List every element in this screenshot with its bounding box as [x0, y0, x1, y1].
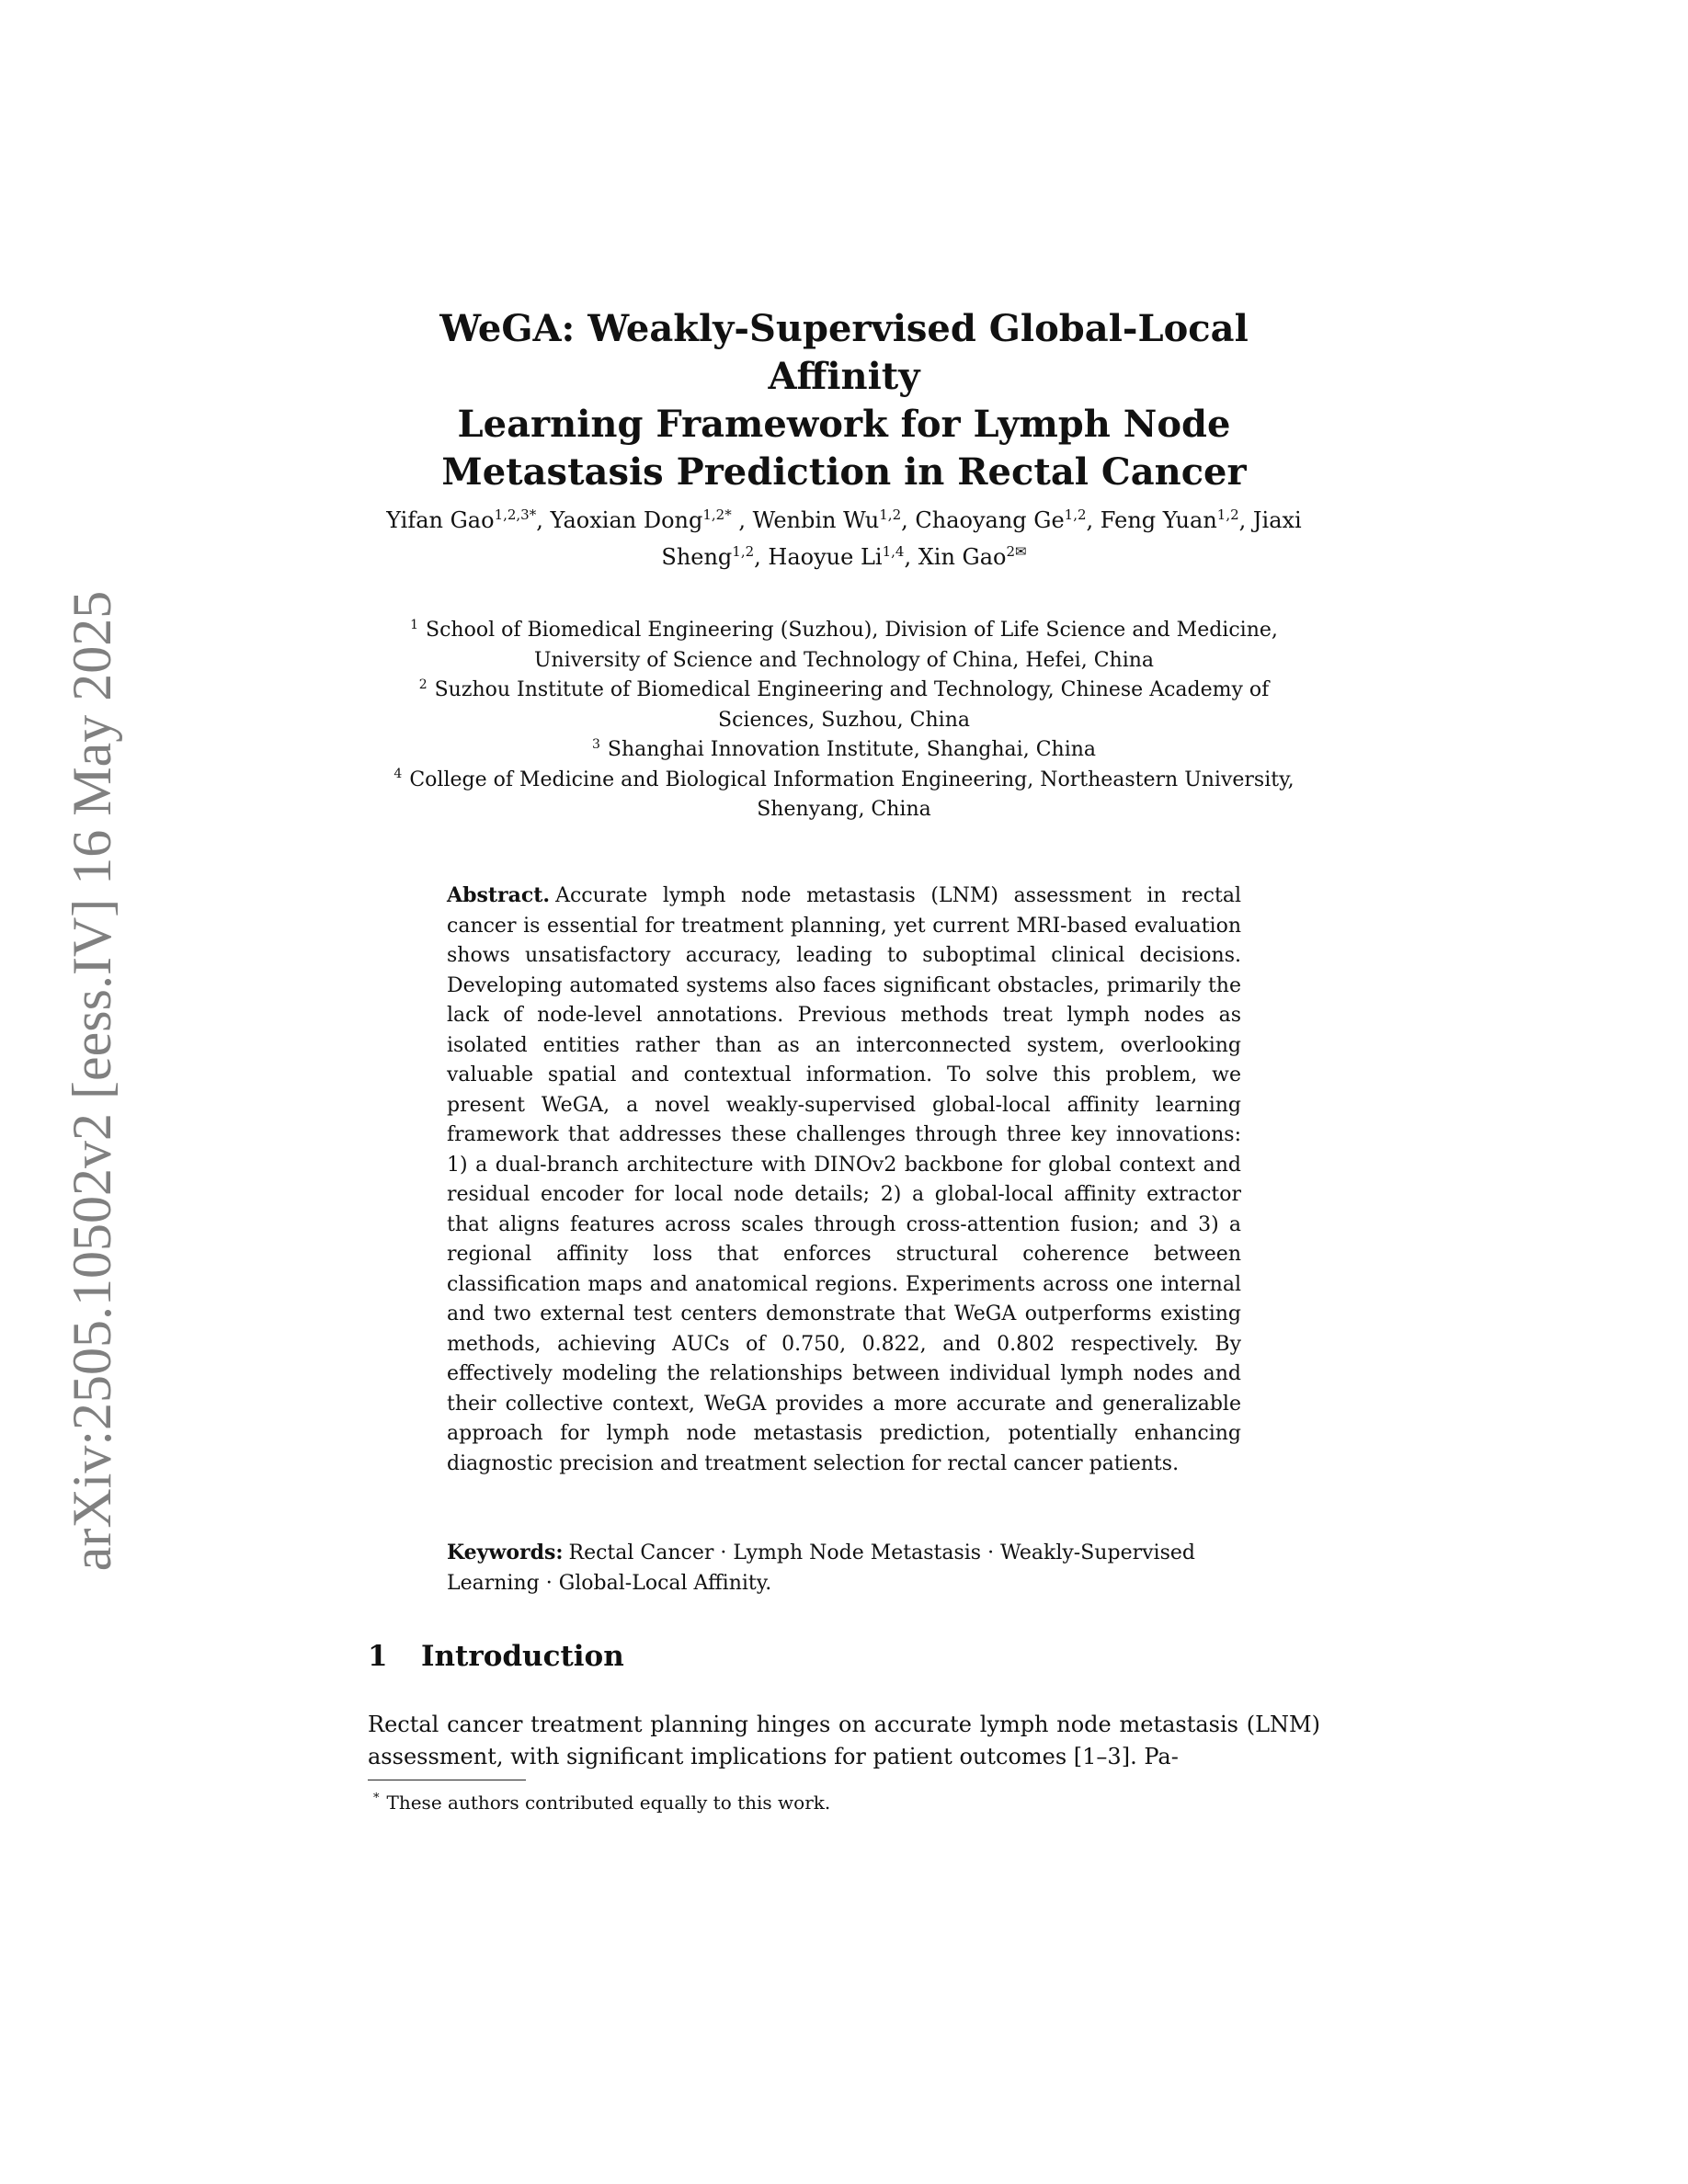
keywords-text: Rectal Cancer · Lymph Node Metastasis · Weakly-Supervised Learning · Global-Local Affinity.	[447, 1541, 1195, 1595]
section-number: 1	[368, 1640, 388, 1673]
author-affiliation-mark: 1,4	[882, 543, 905, 560]
author-affiliation-mark: 1,2,3*	[494, 506, 537, 523]
author-affiliation-mark: 1,2*	[702, 506, 732, 523]
author-name: Yaoxian Dong	[550, 507, 703, 533]
section-title: Introduction	[421, 1640, 624, 1673]
author-name: Yifan Gao	[386, 507, 495, 533]
affiliation	[368, 766, 1320, 825]
affiliation-text: College of Medicine and Biological Information Engineering, Northeastern University, Shenyang, China	[409, 768, 1295, 821]
author	[1101, 507, 1253, 533]
affiliation	[368, 676, 1320, 735]
arxiv-identifier-stamp: arXiv:2505.10502v2 [eess.IV] 16 May 2025	[62, 590, 122, 1572]
title-line-1: WeGA: Weakly-Supervised Global-Local Affinity	[439, 307, 1249, 398]
author	[386, 507, 550, 533]
author-separator: ,	[1086, 507, 1101, 533]
abstract-label: Abstract.	[447, 883, 551, 907]
author-name: Jiaxi Sheng	[661, 507, 1302, 570]
affiliation-number: 1	[410, 617, 419, 632]
footnote-text: These authors contributed equally to this work.	[386, 1792, 831, 1814]
author	[915, 507, 1100, 533]
paper-title	[368, 305, 1320, 496]
author-separator: ,	[904, 544, 918, 570]
affiliation-number: 4	[393, 767, 403, 782]
author-affiliation-mark: 2✉	[1006, 543, 1027, 560]
author-affiliation-mark: 1,2	[732, 543, 755, 560]
author-separator: ,	[1238, 507, 1253, 533]
author-name: Haoyue Li	[768, 544, 883, 570]
author	[753, 507, 916, 533]
keywords	[447, 1538, 1241, 1598]
keywords-label: Keywords:	[447, 1541, 564, 1564]
introduction-paragraph: Rectal cancer treatment planning hinges on accurate lymph node metastasis (LNM) assessment, with significant implications for patient outcomes [1–3]. Pa-	[368, 1712, 1320, 1769]
affiliation-list	[368, 616, 1320, 825]
author-separator: ,	[901, 507, 916, 533]
author-name: Chaoyang Ge	[915, 507, 1065, 533]
author-affiliation-mark: 1,2	[1064, 506, 1087, 523]
footnote-mark: *	[373, 1792, 380, 1806]
author-affiliation-mark: 1,2	[1216, 506, 1239, 523]
title-line-3: Metastasis Prediction in Rectal Cancer	[441, 450, 1247, 494]
title-line-2: Learning Framework for Lymph Node	[457, 403, 1231, 446]
author	[551, 507, 753, 533]
author-separator: ,	[754, 544, 769, 570]
author	[918, 544, 1027, 570]
author-name: Wenbin Wu	[752, 507, 880, 533]
author-name: Feng Yuan	[1100, 507, 1217, 533]
affiliation-text: School of Biomedical Engineering (Suzhou), Division of Life Science and Medicine, University of Science and Technology of China, Hefei, China	[426, 619, 1278, 672]
affiliation-number: 3	[591, 736, 600, 752]
affiliation-number: 2	[418, 677, 428, 692]
author-affiliation-mark: 1,2	[879, 506, 902, 523]
section-heading-introduction	[368, 1636, 1320, 1677]
affiliation	[368, 616, 1320, 676]
author-name: Xin Gao	[918, 544, 1007, 570]
author-list	[368, 502, 1320, 575]
abstract	[447, 881, 1241, 1479]
footnote	[368, 1789, 1320, 1816]
author-separator: ,	[731, 507, 753, 533]
affiliation-text: Suzhou Institute of Biomedical Engineering and Technology, Chinese Academy of Sciences, Suzhou, China	[434, 678, 1270, 732]
author	[768, 544, 918, 570]
affiliation	[368, 735, 1320, 766]
affiliation-text: Shanghai Innovation Institute, Shanghai, China	[607, 738, 1097, 761]
author-separator: ,	[536, 507, 551, 533]
abstract-text: Accurate lymph node metastasis (LNM) assessment in rectal cancer is essential for treatment planning, yet current MRI-based evaluation shows unsatisfactory accuracy, leading to suboptimal clinical decisions. Developing automated systems also faces significant obstacles, primarily the lack of node-level annotations. Previous methods treat lymph nodes as isolated entities rather than as an interconnected system, overlooking valuable spatial and contextual information. To solve this problem, we present WeGA, a novel weakly-supervised global-local affinity learning framework that addresses these challenges through three key innovations: 1) a dual-branch architecture with DINOv2 backbone for global context and residual encoder for local node details; 2) a global-local affinity extractor that aligns features across scales through cross-attention fusion; and 3) a regional affinity loss that enforces structural coherence between classification maps and anatomical regions. Experiments across one internal and two external test centers demonstrate that WeGA outperforms existing methods, achieving AUCs of 0.750, 0.822, and 0.802 respectively. By effectively modeling the relationships between individual lymph nodes and their collective context, WeGA provides a more accurate and generalizable approach for lymph node metastasis prediction, potentially enhancing diagnostic precision and treatment selection for rectal cancer patients.	[447, 884, 1241, 1475]
